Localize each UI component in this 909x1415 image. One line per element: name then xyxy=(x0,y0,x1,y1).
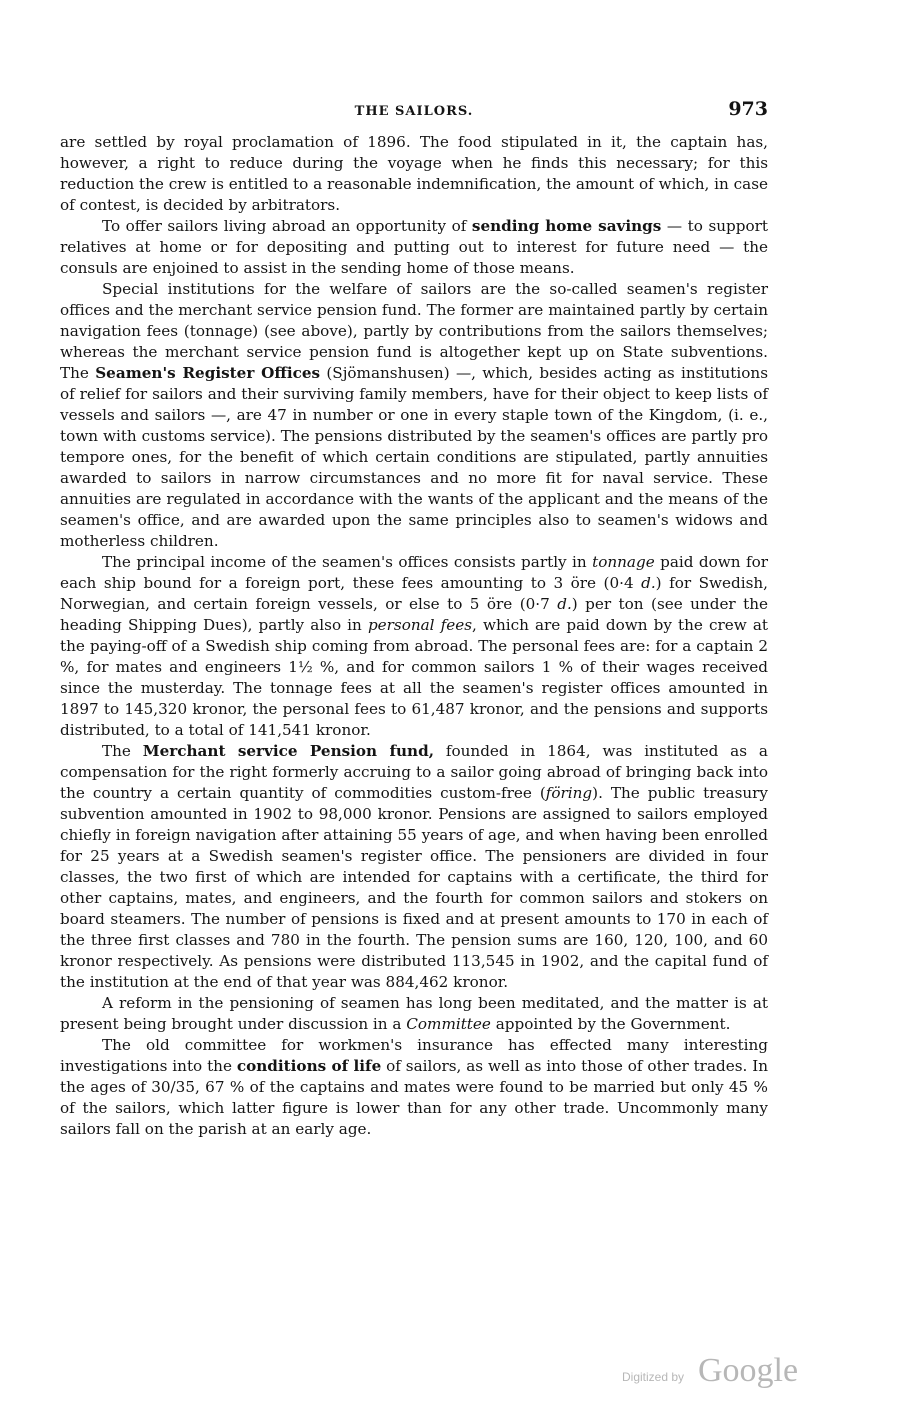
text-run: appointed by the Government. xyxy=(490,1015,731,1033)
text-run: The principal income of the seamen's offices consists partly in xyxy=(102,553,593,571)
italic-phrase: d. xyxy=(641,574,656,592)
running-title: THE SAILORS. xyxy=(354,104,474,119)
italic-phrase: d. xyxy=(557,595,572,613)
paragraph xyxy=(60,993,768,1035)
bold-phrase: sending home savings xyxy=(471,217,662,235)
page xyxy=(60,98,768,1140)
bold-phrase: Merchant service Pension fund, xyxy=(142,742,434,760)
text-run: are settled by royal proclamation of 1896. The food stipulated in it, the captain has, however, a right to reduce during the voyage when he finds this necessary; for this reduction the crew is entitled to a reasonable indemnification, the amount of which, in case of contest, is decided by arbitrators. xyxy=(60,133,768,214)
paragraph xyxy=(60,279,768,552)
text-run: ) for Swedish, Norwegian, and certain foreign vessels, or else to 5 öre (0·7 xyxy=(60,574,768,613)
paragraph xyxy=(60,741,768,993)
paragraph xyxy=(60,1035,768,1140)
text-run: Special institutions for the welfare of sailors are the so-called seamen's register offices and the merchant service pension fund. The former are maintained partly by certain navigation fees (tonnage) (see above), partly by contributions from the sailors themselves; whereas the merchant service pension fund is altogether kept up on State subventions. The xyxy=(60,280,768,382)
paragraph xyxy=(60,132,768,216)
text-run: The xyxy=(102,742,143,760)
bold-phrase: conditions of life xyxy=(236,1057,382,1075)
google-logo: Google xyxy=(698,1352,799,1389)
italic-phrase: personal fees xyxy=(367,616,473,634)
page-number: 973 xyxy=(728,98,768,120)
bold-phrase: Seamen's Register Offices xyxy=(95,364,321,382)
text-run: founded in 1864, was instituted as a compensation for the right formerly accruing to a sailor going abroad of bringing back into the country a certain quantity of commodities custom-free ( xyxy=(60,742,768,802)
text-run: A reform in the pensioning of seamen has long been meditated, and the matter is at present being brought under discussion in a xyxy=(60,994,768,1033)
italic-phrase: tonnage xyxy=(592,553,655,571)
text-run: ). The public treasury subvention amounted in 1902 to 98,000 kronor. Pensions are assigned to sailors employed chiefly in foreign navigation after attaining 55 years of age, and when having been enrolled for 25 years at a Swedish seamen's register office. The pensioners are divided in four classes, the two first of which are intended for captains with a certificate, the third for other captains, mates, and engineers, and the fourth for common sailors and stokers on board steamers. The number of pensions is fixed and at present amounts to 170 in each of the three first classes and 780 in the fourth. The pension sums are 160, 120, 100, and 60 kronor respectively. As pensions were distributed 113,545 in 1902, and the capital fund of the institution at the end of that year was 884,462 kronor. xyxy=(60,784,768,991)
paragraph xyxy=(60,552,768,741)
text-run: of sailors, as well as into those of other trades. In the ages of 30/35, 67 % of the captains and mates were found to be married but only 45 % of the sailors, which latter figure is lower than for any other trade. Uncommonly many sailors fall on the parish at an early age. xyxy=(60,1057,768,1138)
body-text xyxy=(60,132,768,1140)
watermark-prefix: Digitized by xyxy=(622,1370,685,1384)
paragraph xyxy=(60,216,768,279)
page-header xyxy=(60,98,768,132)
text-run: To offer sailors living abroad an opportunity of xyxy=(102,217,472,235)
text-run: ) per ton (see under the heading Shipping Dues), partly also in xyxy=(60,595,768,634)
digitized-watermark xyxy=(622,1352,812,1392)
text-run: paid down for each ship bound for a foreign port, these fees amounting to 3 öre (0·4 xyxy=(60,553,769,592)
italic-phrase: föring xyxy=(545,784,593,802)
text-run: — to support relatives at home or for depositing and putting out to interest for future need — the consuls are enjoined to assist in the sending home of those means. xyxy=(60,217,768,277)
italic-phrase: Committee xyxy=(406,1015,491,1033)
text-run: (Sjömanshusen) —, which, besides acting as institutions of relief for sailors and their surviving family members, have for their object to keep lists of vessels and sailors —, are 47 in number or one in every staple town of the Kingdom, (i. e., town with customs service). The pensions distributed by the seamen's offices are partly pro tempore ones, for the benefit of which certain conditions are stipulated, partly annuities awarded to sailors in narrow circumstances and no more fit for naval service. These annuities are regulated in accordance with the wants of the applicant and the means of the seamen's office, and are awarded upon the same principles also to seamen's widows and motherless children. xyxy=(60,364,768,550)
text-run: , which are paid down by the crew at the paying-off of a Swedish ship coming from abroad. The personal fees are: for a captain 2 %, for mates and engineers 1½ %, and for common sailors 1 % of their wages received since the musterday. The tonnage fees at all the seamen's register offices amounted in 1897 to 145,320 kronor, the personal fees to 61,487 kronor, and the pensions and supports distributed, to a total of 141,541 kronor. xyxy=(60,616,768,739)
text-run: The old committee for workmen's insurance has effected many interesting investigations into the xyxy=(60,1036,768,1075)
